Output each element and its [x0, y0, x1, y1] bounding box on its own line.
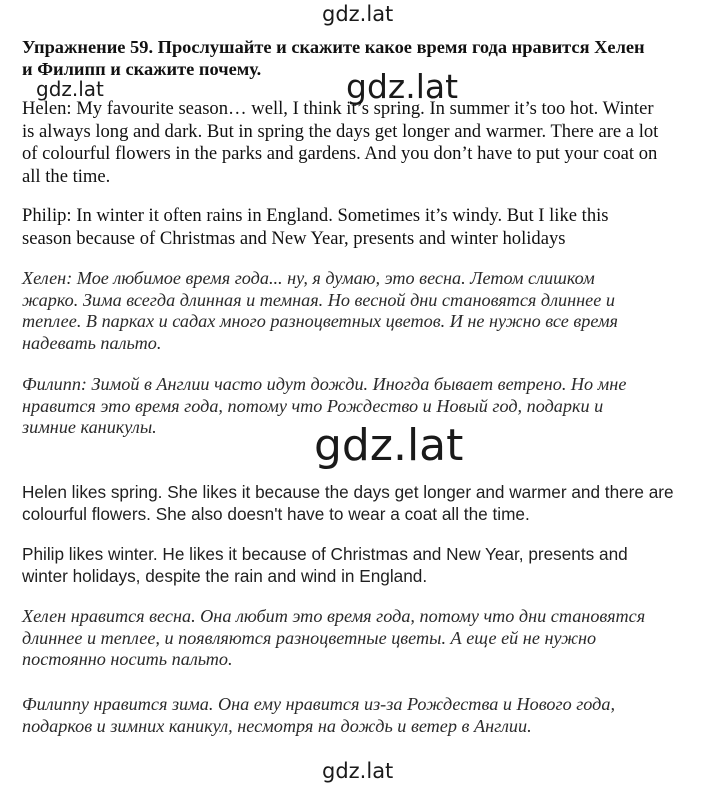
answer-philip-en: Philip likes winter. He likes it because of Christmas and New Year, presents and winter holidays, despite the rain and wind in England.	[22, 544, 628, 586]
watermark-middle: gdz.lat	[346, 67, 459, 106]
watermark-bottom: gdz.lat	[322, 759, 394, 783]
watermark-left: gdz.lat	[36, 77, 104, 101]
exercise-title: Упражнение 59. Прослушайте и скажите какое время года нравится Хелен и Филипп и скажите почему.	[22, 37, 645, 79]
answer-helen-en: Helen likes spring. She likes it because the days get longer and warmer and there are colourful flowers. She also doesn't have to wear a coat all the time.	[22, 482, 674, 524]
watermark-center: gdz.lat	[314, 420, 464, 471]
dialogue-philip-ru: Филипп: Зимой в Англии часто идут дожди. Иногда бывает ветрено. Но мне нравится это время года, потому что Рождество и Новый год, подарки и зимние каникулы.	[22, 374, 627, 438]
answer-helen-ru: Хелен нравится весна. Она любит это время года, потому что дни становятся длиннее и теплее, и появляются разноцветные цветы. А еще ей не нужно постоянно носить пальто.	[22, 606, 646, 670]
answer-philip-ru: Филиппу нравится зима. Она ему нравится из-за Рождества и Нового года, подарков и зимних каникул, несмотря на дождь и ветер в Англии.	[22, 694, 616, 736]
dialogue-helen-en: Helen: My favourite season… well, I think it’s spring. In summer it’s too hot. Winter is always long and dark. But in spring the days get longer and warmer. There are a lot of colourful flowers in the parks and gardens. And you don’t have to put your coat on all the time.	[22, 98, 659, 187]
dialogue-helen-ru: Хелен: Мое любимое время года... ну, я думаю, это весна. Летом слишком жарко. Зима всегда длинная и темная. Но весной дни становятся длиннее и теплее. В парках и садах много разноцветных цветов. И не нужно все время надевать пальто.	[22, 268, 619, 354]
watermark-top: gdz.lat	[322, 2, 394, 26]
dialogue-philip-en: Philip: In winter it often rains in England. Sometimes it’s windy. But I like this season because of Christmas and New Year, presents and winter holidays	[22, 205, 609, 249]
